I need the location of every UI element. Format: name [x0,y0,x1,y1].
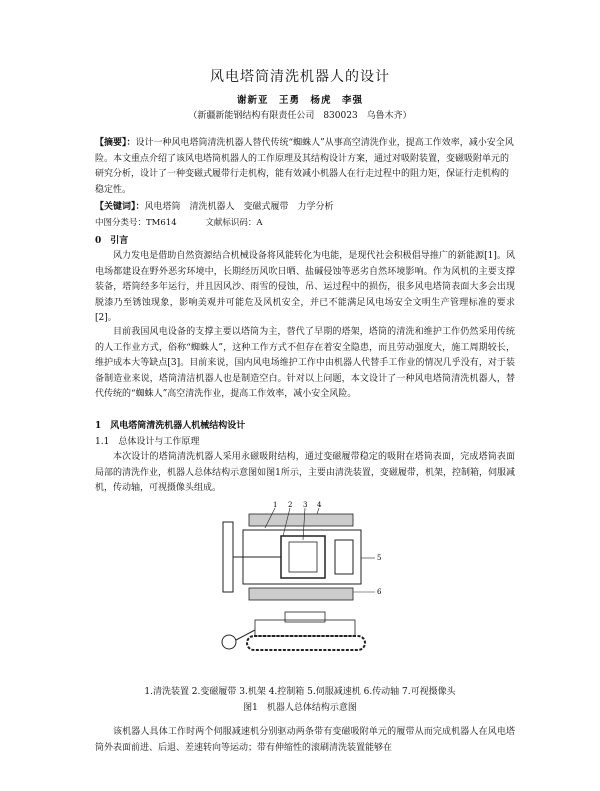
body-paragraph-3: 本次设计的塔筒清洗机器人采用永磁吸附结构，通过变磁履带稳定的吸附在塔筒表面，完成塔筒表面局部的清洗作业，机器人总体结构示意图如图1所示，主要由清洗装置，变磁履带，机架，控制箱，伺服减机，传动轴，可视摄像头组成。 [95,452,515,494]
figure-label-4: 4 [317,501,322,509]
figure-caption: 图1 机器人总体结构示意图 [243,703,357,713]
abstract-text: 设计一种风电塔筒清洗机器人替代传统“蜘蛛人”从事高空清洗作业，提高工作效率，减小安全风险。本文重点介绍了该风电塔筒机器人的工作原理及其结构设计方案，通过对吸附装置，变磁吸附单元的研究分析，设计了一种变磁式履带行走机构，能有效减小机器人在行走过程中的阻力矩，保证行走机构的稳定性。 [95,138,514,195]
intro-paragraph-1: 风力发电是借助自然资源结合机械设备将风能转化为电能，是现代社会积极倡导推广的新能源[1]。风电场都建设在野外恶劣环境中，长期经历风吹日晒、盐碱侵蚀等恶劣自然环境影响。作为风机的主要支撑装备，塔筒经多年运行，并且因风沙、雨雪的侵蚀，吊、运过程中的损伤，很多风电塔筒表面大多会出现脱漆乃至锈蚀现象，影响美观并可能危及风机安全，并已不能满足风电场安全文明生产管理标准的要求[2]。 [95,251,515,324]
cleaning-brush [223,522,233,592]
intro-paragraph-2: 目前我国风电设备的支撑主要以塔筒为主，替代了早期的塔架，塔筒的清洗和维护工作仍然采用传统的人工作业方式，俗称“蜘蛛人”，这种工作方式不但存在着安全隐患，而且劳动强度大，施工周期较长，维护成本大等缺点[3]。目前来说，国内风电场维护工作中由机器人代替手工作业的情况几乎没有，对于装备制造业来说，塔筒清洁机器人也是制造空白。针对以上问题，本文设计了一种风电塔筒清洗机器人，替代传统的“蜘蛛人”高空清洗作业，提高工作效率，减小安全风险。 [95,327,515,400]
side-track [247,636,365,650]
abstract [95,136,515,198]
side-brush [222,635,236,649]
class-number: 中图分类号：TM614 [95,218,177,228]
servo-reducer [335,540,353,574]
figure-label-3: 3 [303,501,308,509]
body-paragraph-4: 该机器人具体工作时两个伺服减速机分别驱动两条带有变磁吸附单元的履带从而完成机器人在风电塔筒外表面前进、后退、差速转向等运动；带有伸缩性的滚刷清洗装置能够在 [95,727,515,753]
figure-label-5: 5 [377,554,382,562]
upper-track [249,514,353,526]
document-code: 文献标识码：A [205,218,263,228]
keywords-label: 【关键词】： [95,202,145,212]
side-frame [255,620,355,636]
control-box-inner [289,542,317,572]
keywords-text: 风电塔筒 清洗机器人 变磁式履带 力学分析 [144,202,334,212]
classification [95,216,288,228]
section-0-heading: 0 引言 [95,236,129,246]
affiliation: （新疆新能钢结构有限责任公司 830023 乌鲁木齐） [188,111,412,121]
robot-structure-figure [215,500,405,675]
figure-label-1: 1 [273,501,278,509]
lower-track [249,588,353,600]
figure-label-6: 6 [377,588,382,596]
side-control-box [285,612,325,622]
section-1-heading: 1 风电塔筒清洗机器人机械结构设计 [95,421,246,431]
keywords [95,200,515,216]
section-1-1-heading: 1.1 总体设计与工作原理 [95,437,200,447]
figure-label-2: 2 [288,501,293,509]
paper-title: 风电塔筒清洗机器人的设计 [210,69,390,85]
authors: 谢新亚 王勇 杨虎 李强 [236,95,363,106]
abstract-label: 【摘要】： [95,138,136,148]
brush-arm [236,630,255,640]
figure-legend: 1.清洗装置 2.变磁履带 3.机架 4.控制箱 5.伺服减速机 6.传动轴 7.可视摄像头 [144,687,456,697]
